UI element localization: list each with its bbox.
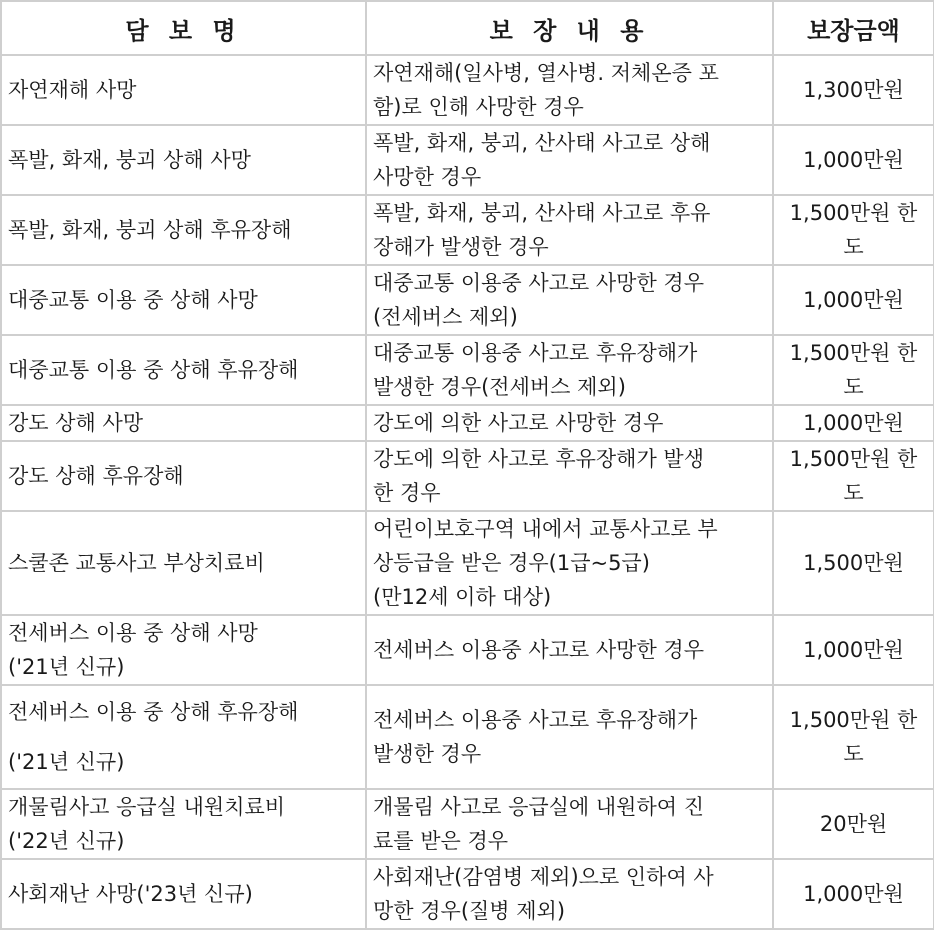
coverage-name xyxy=(1,405,366,441)
table-row xyxy=(1,265,934,335)
coverage-amount xyxy=(773,859,934,929)
coverage-name xyxy=(1,125,366,195)
coverage-amount-line: 1,300만원 xyxy=(803,78,904,102)
coverage-content-line: 사회재난(감염병 제외)으로 인하여 사 xyxy=(373,865,714,889)
coverage-content-line: (만12세 이하 대상) xyxy=(373,585,552,609)
coverage-content-line: 장해가 발생한 경우 xyxy=(373,235,549,259)
coverage-name-line: 대중교통 이용 중 상해 후유장해 xyxy=(8,358,299,382)
coverage-content xyxy=(366,441,773,511)
coverage-name-line: 사회재난 사망('23년 신규) xyxy=(8,882,253,906)
coverage-name-line: 전세버스 이용 중 상해 사망 xyxy=(8,621,258,645)
header-coverage-name: 담 보 명 xyxy=(1,1,366,55)
coverage-amount-line: 1,000만원 xyxy=(803,288,904,312)
coverage-name xyxy=(1,615,366,685)
coverage-content xyxy=(366,859,773,929)
coverage-content xyxy=(366,55,773,125)
table-row xyxy=(1,405,934,441)
coverage-amount-line: 1,500만원 한 xyxy=(789,708,918,732)
coverage-amount xyxy=(773,335,934,405)
table-row xyxy=(1,55,934,125)
coverage-amount-line: 1,000만원 xyxy=(803,148,904,172)
coverage-content-line: 개물림 사고로 응급실에 내원하여 진 xyxy=(373,795,704,819)
coverage-content-line: 전세버스 이용중 사고로 사망한 경우 xyxy=(373,638,704,662)
coverage-amount-line: 도 xyxy=(843,481,864,505)
coverage-content-line: 사망한 경우 xyxy=(373,165,482,189)
coverage-name xyxy=(1,195,366,265)
coverage-name xyxy=(1,265,366,335)
coverage-name-line: 대중교통 이용 중 상해 사망 xyxy=(8,288,258,312)
coverage-name-line: 스쿨존 교통사고 부상치료비 xyxy=(8,551,265,575)
coverage-name xyxy=(1,335,366,405)
coverage-name xyxy=(1,55,366,125)
coverage-content-line: 대중교통 이용중 사고로 후유장해가 xyxy=(373,341,698,365)
coverage-amount xyxy=(773,685,934,789)
coverage-name-line: 강도 상해 후유장해 xyxy=(8,464,184,488)
coverage-amount-line: 1,500만원 xyxy=(803,551,904,575)
coverage-content-line: 강도에 의한 사고로 후유장해가 발생 xyxy=(373,447,704,471)
coverage-content-line: 망한 경우(질병 제외) xyxy=(373,899,566,923)
coverage-content-line: 발생한 경우(전세버스 제외) xyxy=(373,375,626,399)
table-row xyxy=(1,125,934,195)
header-coverage-content: 보 장 내 용 xyxy=(366,1,773,55)
coverage-name xyxy=(1,859,366,929)
coverage-content-line: 대중교통 이용중 사고로 사망한 경우 xyxy=(373,271,704,295)
coverage-name-line: ('21년 신규) xyxy=(8,750,125,774)
table-row xyxy=(1,195,934,265)
coverage-amount-line: 도 xyxy=(843,375,864,399)
coverage-amount xyxy=(773,511,934,615)
coverage-name-line: ('21년 신규) xyxy=(8,655,125,679)
coverage-content-line: 전세버스 이용중 사고로 후유장해가 xyxy=(373,708,698,732)
coverage-name xyxy=(1,789,366,859)
coverage-content-line: 료를 받은 경우 xyxy=(373,829,509,853)
coverage-content xyxy=(366,265,773,335)
coverage-name-line: ('22년 신규) xyxy=(8,829,125,853)
table-header-row xyxy=(1,1,934,55)
coverage-name-line: 개물림사고 응급실 내원치료비 xyxy=(8,795,286,819)
table-row xyxy=(1,859,934,929)
coverage-amount-line: 1,000만원 xyxy=(803,638,904,662)
coverage-content xyxy=(366,511,773,615)
table-row xyxy=(1,789,934,859)
coverage-content xyxy=(366,335,773,405)
table-row xyxy=(1,685,934,789)
coverage-content xyxy=(366,685,773,789)
coverage-amount-line: 20만원 xyxy=(819,812,888,836)
coverage-content-line: 폭발, 화재, 붕괴, 산사태 사고로 상해 xyxy=(373,131,711,155)
coverage-amount xyxy=(773,615,934,685)
coverage-name xyxy=(1,511,366,615)
coverage-amount xyxy=(773,125,934,195)
coverage-content-line: 어린이보호구역 내에서 교통사고로 부 xyxy=(373,517,718,541)
coverage-content-line: 상등급을 받은 경우(1급~5급) xyxy=(373,551,650,575)
coverage-amount xyxy=(773,789,934,859)
coverage-content-line: 함)로 인해 사망한 경우 xyxy=(373,95,584,119)
coverage-content xyxy=(366,125,773,195)
coverage-amount-line: 1,500만원 한 xyxy=(789,447,918,471)
coverage-name xyxy=(1,685,366,789)
coverage-amount xyxy=(773,55,934,125)
coverage-amount xyxy=(773,195,934,265)
coverage-name-line: 폭발, 화재, 붕괴 상해 사망 xyxy=(8,148,251,172)
coverage-amount-line: 1,000만원 xyxy=(803,411,904,435)
table-row xyxy=(1,615,934,685)
coverage-content-line: 한 경우 xyxy=(373,481,441,505)
coverage-amount-line: 도 xyxy=(843,235,864,259)
coverage-content-line: 자연재해(일사병, 열사병. 저체온증 포 xyxy=(373,61,719,85)
table-row xyxy=(1,335,934,405)
coverage-amount xyxy=(773,265,934,335)
coverage-amount-line: 1,500만원 한 xyxy=(789,201,918,225)
coverage-content xyxy=(366,405,773,441)
coverage-amount xyxy=(773,441,934,511)
coverage-amount-line: 도 xyxy=(843,742,864,766)
coverage-content-line: 폭발, 화재, 붕괴, 산사태 사고로 후유 xyxy=(373,201,711,225)
coverage-content-line: 발생한 경우 xyxy=(373,742,482,766)
coverage-content xyxy=(366,195,773,265)
header-coverage-amount: 보장금액 xyxy=(773,1,934,55)
table-row xyxy=(1,511,934,615)
table-row xyxy=(1,441,934,511)
coverage-name-line: 강도 상해 사망 xyxy=(8,411,144,435)
coverage-name-line: 자연재해 사망 xyxy=(8,78,137,102)
coverage-amount-line: 1,000만원 xyxy=(803,882,904,906)
coverage-name-line: 폭발, 화재, 붕괴 상해 후유장해 xyxy=(8,218,292,242)
coverage-content xyxy=(366,789,773,859)
coverage-amount-line: 1,500만원 한 xyxy=(789,341,918,365)
coverage-amount xyxy=(773,405,934,441)
coverage-content-line: (전세버스 제외) xyxy=(373,305,518,329)
coverage-content-line: 강도에 의한 사고로 사망한 경우 xyxy=(373,411,664,435)
coverage-content xyxy=(366,615,773,685)
coverage-name xyxy=(1,441,366,511)
coverage-name-line: 전세버스 이용 중 상해 후유장해 xyxy=(8,700,299,724)
